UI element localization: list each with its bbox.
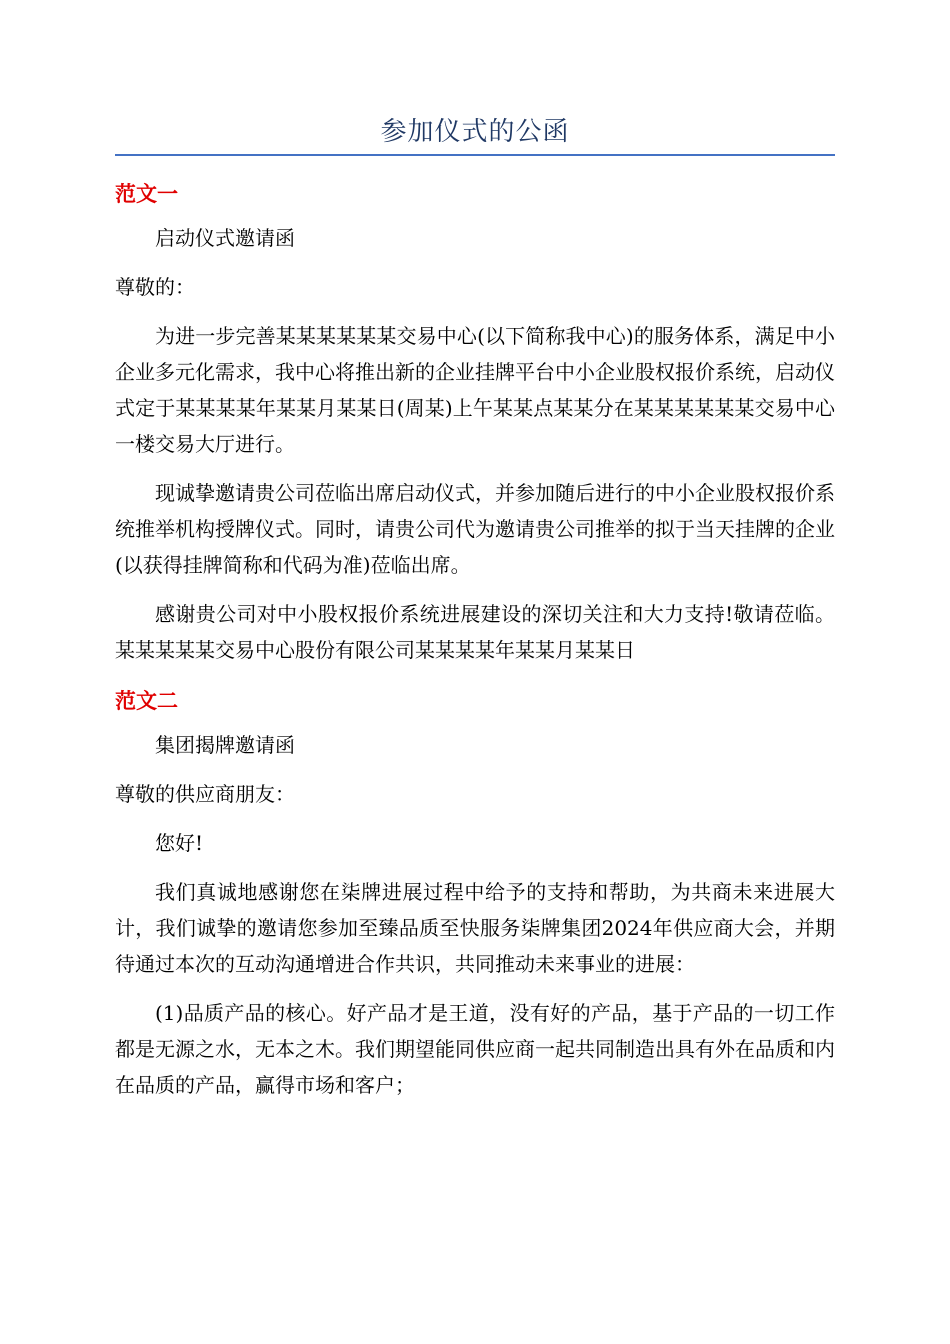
body-paragraph: 我们真诚地感谢您在柒牌进展过程中给予的支持和帮助，为共商未来进展大计，我们诚挚的邀请您参加至臻品质至快服务柒牌集团2024年供应商大会，并期待通过本次的互动沟通增进合作共识，共同推动未来事业的进展： — [115, 880, 835, 976]
body-paragraph: (1)品质产品的核心。好产品才是王道，没有好的产品，基于产品的一切工作都是无源之水，无本之木。我们期望能同供应商一起共同制造出具有外在品质和内在品质的产品，赢得市场和客户； — [115, 1001, 835, 1097]
greeting: 您好! — [155, 831, 204, 855]
letter-title-2: 集团揭牌邀请函 — [155, 733, 295, 757]
body-paragraph: 为进一步完善某某某某某某交易中心(以下简称我中心)的服务体系，满足中小企业多元化需求，我中心将推出新的企业挂牌平台中小企业股权报价系统，启动仪式定于某某某某年某某月某某日(周某)上午某某点某某分在某某某某某某交易中心一楼交易大厅进行。 — [115, 324, 835, 456]
salutation-2: 尊敬的供应商朋友： — [115, 782, 295, 806]
section-heading-1: 范文一 — [115, 182, 178, 206]
letter-title-1: 启动仪式邀请函 — [155, 226, 295, 250]
salutation-1: 尊敬的： — [115, 275, 195, 299]
title-underline — [115, 154, 835, 156]
document-body — [115, 174, 835, 1116]
body-paragraph: 现诚挚邀请贵公司莅临出席启动仪式，并参加随后进行的中小企业股权报价系统推举机构授牌仪式。同时，请贵公司代为邀请贵公司推举的拟于当天挂牌的企业(以获得挂牌简称和代码为准)莅临出席。 — [115, 481, 835, 577]
document-title: 参加仪式的公函 — [380, 117, 570, 147]
body-paragraph: 感谢贵公司对中小股权报价系统进展建设的深切关注和大力支持!敬请莅临。某某某某某交易中心股份有限公司某某某某年某某月某某日 — [115, 602, 835, 662]
section-heading-2: 范文二 — [115, 689, 178, 713]
